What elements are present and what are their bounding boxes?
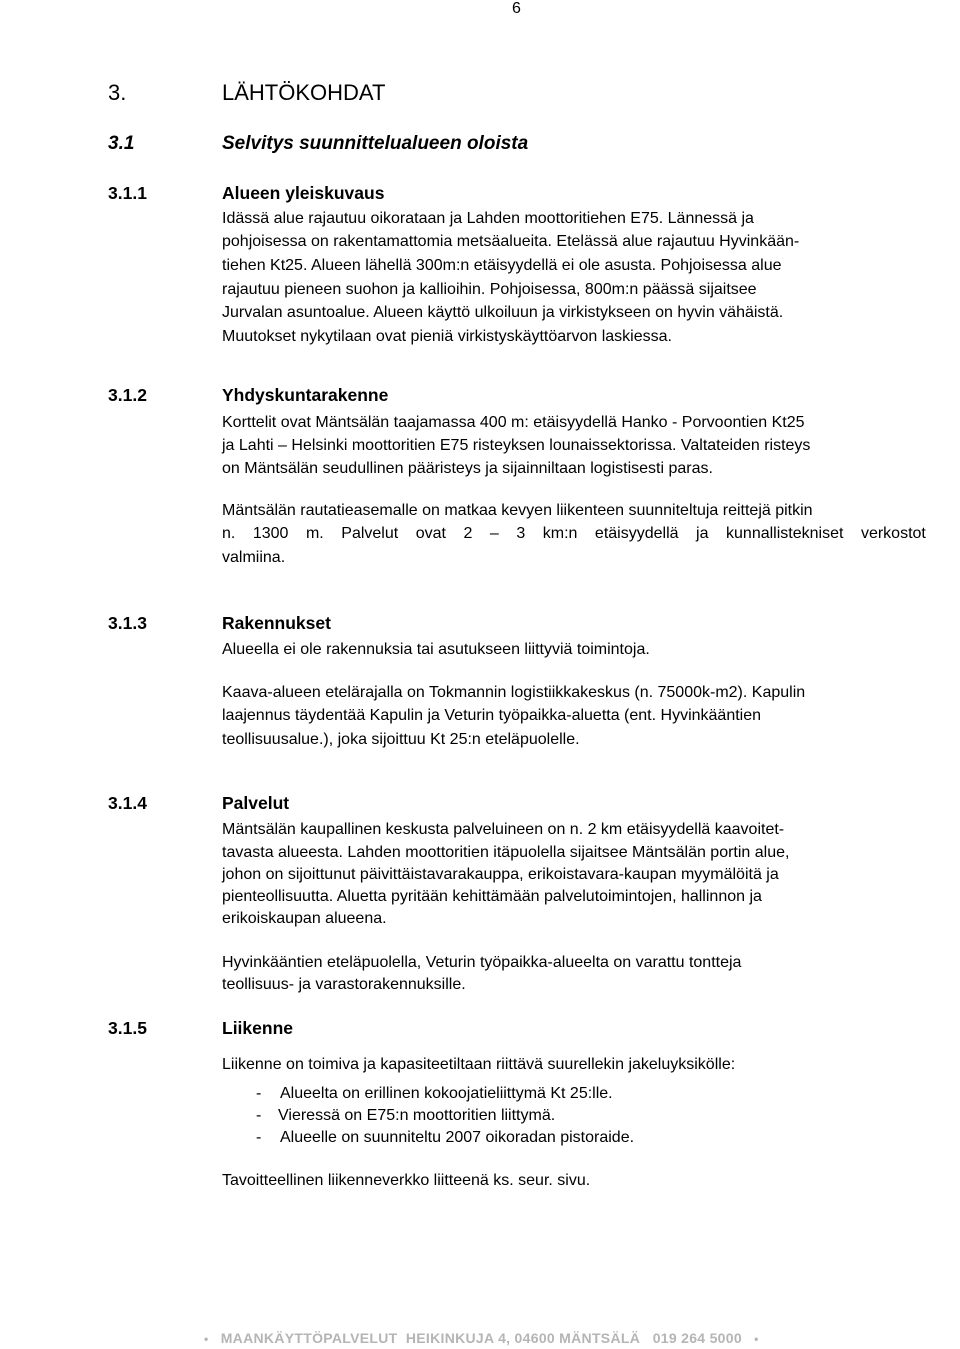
word: kunnallistekniset — [726, 525, 844, 542]
word: m. — [305, 525, 324, 542]
paragraph-line: teollisuus- ja varastorakennuksille. — [222, 976, 466, 993]
paragraph-line: on Mäntsälän seudullinen pääristeys ja sijainniltaan logistisesti paras. — [222, 460, 713, 477]
subsection-number-315: 3.1.5 — [108, 1018, 147, 1038]
paragraph-line: Alueella ei ole rakennuksia tai asutukseen liittyviä toimintoja. — [222, 641, 650, 658]
word: etäisyydellä — [594, 525, 679, 542]
subsection-number-312: 3.1.2 — [108, 385, 147, 405]
word: km:n — [542, 525, 578, 542]
bullet-dash: - — [256, 1085, 262, 1102]
subsection-number-311: 3.1.1 — [108, 183, 147, 203]
footer — [204, 1330, 759, 1346]
paragraph-line: tavasta alueesta. Lahden moottoritien itäpuolella sijaitsee Mäntsälän portin alue, — [222, 844, 790, 861]
page-number: 6 — [512, 0, 521, 17]
paragraph-line: johon on sijoittunut päivittäistavarakauppa, erikoistavara-kaupan myymälöitä ja — [222, 866, 779, 883]
bullet-dash: - — [256, 1107, 262, 1124]
chapter-title: LÄHTÖKOHDAT — [222, 80, 386, 105]
paragraph-line: Jurvalan asuntoalue. Alueen käyttö ulkoiluun ja virkistykseen on hyvin vähäistä. — [222, 304, 784, 321]
word: 3 — [516, 525, 526, 542]
paragraph-line: erikoiskaupan alueena. — [222, 910, 387, 927]
footer-bullet: • — [204, 1332, 209, 1346]
subsection-number-313: 3.1.3 — [108, 613, 147, 633]
paragraph-line: Tavoitteellinen liikenneverkko liitteenä ks. seur. sivu. — [222, 1172, 591, 1189]
word: 1300 — [252, 525, 289, 542]
paragraph-line: Muutokset nykytilaan ovat pieniä virkistyskäyttöarvon laskiessa. — [222, 328, 672, 345]
paragraph-line: pohjoisessa on rakentamattomia metsäalueita. Etelässä alue rajautuu Hyvinkään- — [222, 233, 800, 250]
footer-bullet-end: • — [754, 1332, 759, 1346]
paragraph-line: Liikenne on toimiva ja kapasiteetiltaan riittävä suurellekin jakeluyksikölle: — [222, 1056, 736, 1073]
section-title: Selvitys suunnittelualueen oloista — [222, 133, 529, 154]
paragraph-line: rajautuu pieneen suohon ja kallioihin. Pohjoisessa, 800m:n päässä sijaitsee — [222, 281, 757, 298]
justified-line — [222, 525, 926, 543]
subsection-title-313: Rakennukset — [222, 613, 331, 633]
word: Palvelut — [341, 525, 399, 542]
paragraph-line: Mäntsälän rautatieasemalle on matkaa kevyen liikenteen suunniteltuja reittejä pitkin — [222, 502, 813, 519]
word: – — [489, 525, 499, 542]
paragraph-line: Kaava-alueen etelärajalla on Tokmannin logistiikkakeskus (n. 75000k-m2). Kapulin — [222, 684, 806, 701]
paragraph-line: teollisuusalue.), joka sijoittuu Kt 25:n eteläpuolelle. — [222, 731, 580, 748]
word: n. — [222, 525, 236, 542]
bullet-dash: - — [256, 1129, 262, 1146]
word: ovat — [415, 525, 446, 542]
bullet-item: Alueelta on erillinen kokoojatieliittymä Kt 25:lle. — [280, 1085, 613, 1102]
paragraph-line: Mäntsälän kaupallinen keskusta palveluineen on n. 2 km etäisyydellä kaavoitet- — [222, 821, 785, 838]
subsection-title-314: Palvelut — [222, 793, 290, 813]
word: ja — [696, 525, 709, 542]
paragraph-line: valmiina. — [222, 549, 286, 566]
footer-text: MAANKÄYTTÖPALVELUT HEIKINKUJA 4, 04600 MÄNTSÄLÄ 019 264 5000 — [220, 1330, 742, 1346]
paragraph-line: laajennus täydentää Kapulin ja Veturin työpaikka-aluetta (ent. Hyvinkääntien — [222, 707, 762, 724]
chapter-number: 3. — [108, 80, 127, 105]
word: 2 — [463, 525, 473, 542]
paragraph-line: Hyvinkääntien eteläpuolella, Veturin työpaikka-alueelta on varattu tontteja — [222, 954, 742, 971]
subsection-number-314: 3.1.4 — [108, 793, 147, 813]
paragraph-line: tiehen Kt25. Alueen lähellä 300m:n etäisyydellä ei ole asusta. Pohjoisessa alue — [222, 257, 782, 274]
paragraph-line: Idässä alue rajautuu oikorataan ja Lahden moottoritiehen E75. Lännessä ja — [222, 210, 754, 227]
subsection-title-311: Alueen yleiskuvaus — [222, 183, 385, 203]
bullet-item: Alueelle on suunniteltu 2007 oikoradan pistoraide. — [280, 1129, 635, 1146]
subsection-title-315: Liikenne — [222, 1018, 293, 1038]
subsection-title-312: Yhdyskuntarakenne — [222, 385, 389, 405]
bullet-item: Vieressä on E75:n moottoritien liittymä. — [278, 1107, 556, 1124]
word: verkostot — [860, 525, 926, 542]
paragraph-line: pienteollisuutta. Aluetta pyritään kehittämään palvelutoimintojen, hallinnon ja — [222, 888, 762, 905]
paragraph-line: ja Lahti – Helsinki moottoritien E75 risteyksen lounaissektorissa. Valtateiden risteys — [222, 437, 811, 454]
section-number: 3.1 — [108, 133, 135, 154]
paragraph-line: Korttelit ovat Mäntsälän taajamassa 400 m: etäisyydellä Hanko - Porvoontien Kt25 — [222, 414, 805, 431]
